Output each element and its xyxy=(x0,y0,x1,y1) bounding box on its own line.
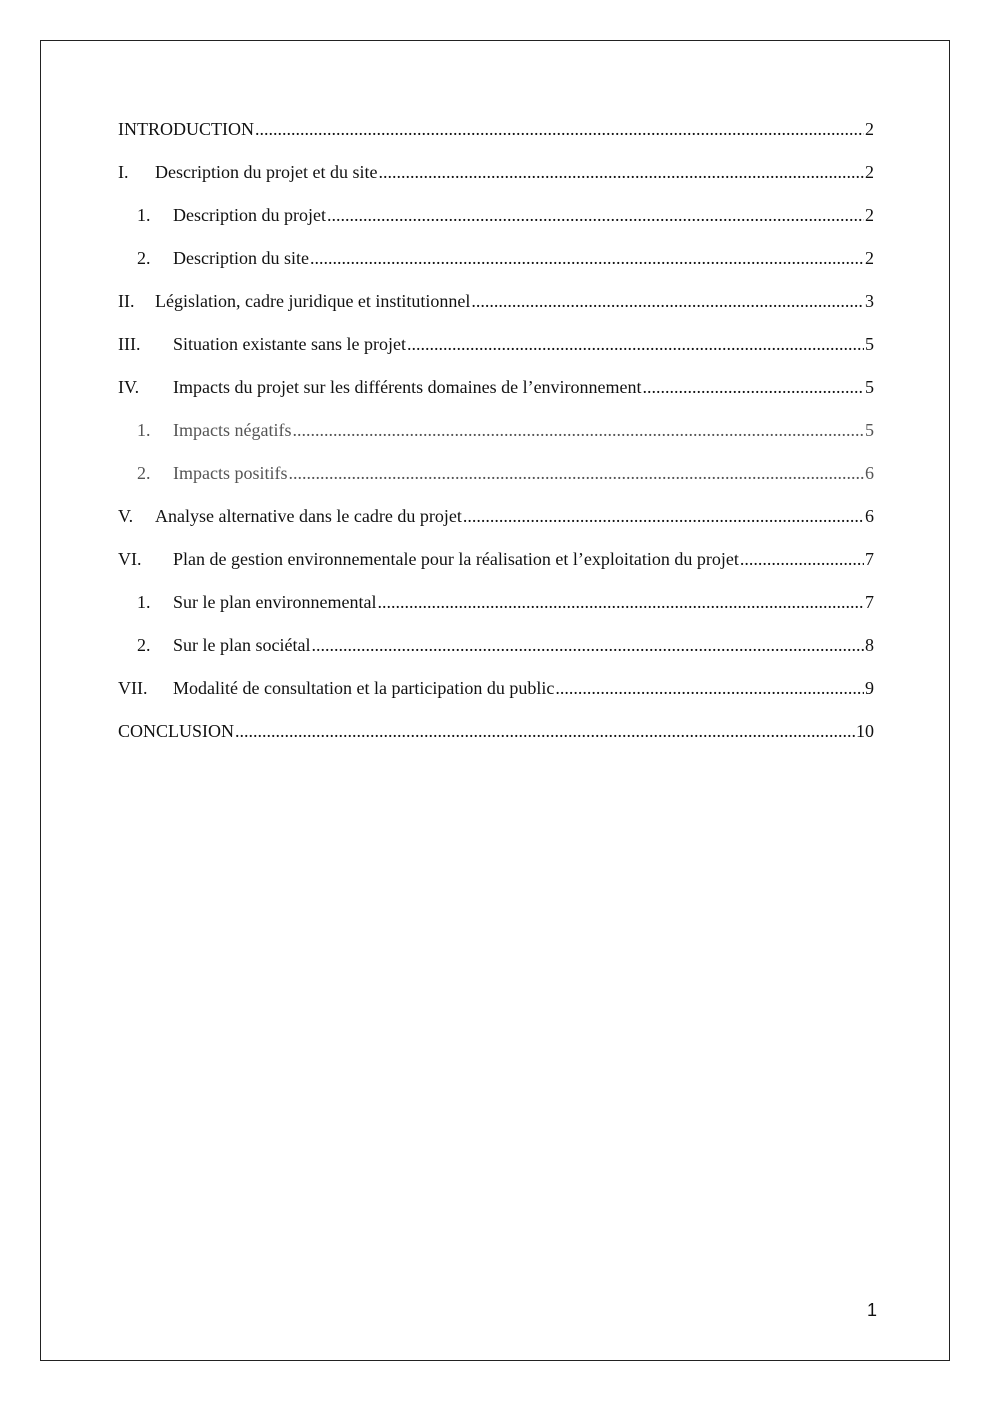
toc-entry-section-1-2[interactable] xyxy=(118,244,874,287)
toc-entry-introduction[interactable] xyxy=(118,115,874,158)
toc-entry-page: 9 xyxy=(865,678,874,698)
toc-entry-page: 10 xyxy=(856,721,874,741)
toc-entry-title: INTRODUCTION xyxy=(118,119,254,139)
toc-entry-page: 2 xyxy=(865,205,874,225)
toc-entry-number: VII. xyxy=(118,678,148,698)
toc-entry-section-4-1[interactable] xyxy=(118,416,874,459)
toc-entry-section-5[interactable] xyxy=(118,502,874,545)
toc-entry-number: 2. xyxy=(137,463,151,483)
toc-entry-number: 1. xyxy=(137,592,151,612)
toc-dot-leader xyxy=(555,674,864,702)
toc-dot-leader xyxy=(740,545,864,573)
toc-entry-title: Impacts du projet sur les différents domaines de l’environnement xyxy=(173,377,642,397)
toc-entry-page: 2 xyxy=(865,162,874,182)
toc-entry-section-4-2[interactable] xyxy=(118,459,874,502)
toc-entry-page: 7 xyxy=(865,592,874,612)
toc-dot-leader xyxy=(327,201,864,229)
toc-entry-number: II. xyxy=(118,291,135,311)
toc-entry-number: IV. xyxy=(118,377,140,397)
toc-dot-leader xyxy=(407,330,864,358)
toc-entry-number: V. xyxy=(118,506,134,526)
toc-entry-title: Impacts négatifs xyxy=(173,420,292,440)
toc-entry-page: 6 xyxy=(865,463,874,483)
toc-dot-leader xyxy=(643,373,864,401)
toc-entry-number: 1. xyxy=(137,420,151,440)
toc-entry-number: 2. xyxy=(137,248,151,268)
toc-dot-leader xyxy=(289,459,865,487)
toc-entry-title: Impacts positifs xyxy=(173,463,288,483)
toc-dot-leader xyxy=(255,115,864,143)
toc-entry-title: Modalité de consultation et la participation du public xyxy=(173,678,555,698)
toc-entry-number: I. xyxy=(118,162,129,182)
toc-entry-title: Sur le plan sociétal xyxy=(173,635,311,655)
toc-entry-section-1[interactable] xyxy=(118,158,874,201)
toc-entry-title: Analyse alternative dans le cadre du projet xyxy=(155,506,462,526)
toc-entry-title: Description du projet et du site xyxy=(155,162,378,182)
toc-dot-leader xyxy=(292,416,864,444)
toc-entry-page: 7 xyxy=(865,549,874,569)
table-of-contents xyxy=(118,115,874,760)
toc-entry-section-6[interactable] xyxy=(118,545,874,588)
toc-entry-title: Description du site xyxy=(173,248,309,268)
toc-dot-leader xyxy=(463,502,864,530)
toc-entry-title: Sur le plan environnemental xyxy=(173,592,377,612)
toc-entry-number: VI. xyxy=(118,549,142,569)
page-number: 1 xyxy=(866,1300,877,1320)
toc-entry-section-4[interactable] xyxy=(118,373,874,416)
toc-entry-number: 1. xyxy=(137,205,151,225)
toc-entry-page: 2 xyxy=(865,248,874,268)
toc-dot-leader xyxy=(378,158,864,186)
toc-dot-leader xyxy=(235,717,855,745)
toc-entry-title: Plan de gestion environnementale pour la réalisation et l’exploitation du projet xyxy=(173,549,739,569)
toc-dot-leader xyxy=(310,244,864,272)
toc-entry-title: Législation, cadre juridique et institutionnel xyxy=(155,291,471,311)
toc-entry-title: CONCLUSION xyxy=(118,721,235,741)
toc-entry-section-2[interactable] xyxy=(118,287,874,330)
toc-entry-page: 5 xyxy=(865,377,874,397)
toc-entry-section-6-2[interactable] xyxy=(118,631,874,674)
toc-entry-section-7[interactable] xyxy=(118,674,874,717)
toc-entry-section-6-1[interactable] xyxy=(118,588,874,631)
toc-entry-page: 3 xyxy=(865,291,874,311)
toc-entry-section-1-1[interactable] xyxy=(118,201,874,244)
toc-entry-title: Description du projet xyxy=(173,205,326,225)
toc-dot-leader xyxy=(311,631,864,659)
toc-entry-page: 6 xyxy=(865,506,874,526)
toc-entry-page: 2 xyxy=(865,119,874,139)
toc-entry-number: 2. xyxy=(137,635,151,655)
toc-entry-title: Situation existante sans le projet xyxy=(173,334,406,354)
toc-entry-page: 5 xyxy=(865,334,874,354)
toc-entry-page: 5 xyxy=(865,420,874,440)
toc-entry-number: III. xyxy=(118,334,141,354)
toc-entry-conclusion[interactable] xyxy=(118,717,874,760)
toc-entry-page: 8 xyxy=(865,635,874,655)
toc-dot-leader xyxy=(471,287,864,315)
toc-dot-leader xyxy=(377,588,864,616)
toc-entry-section-3[interactable] xyxy=(118,330,874,373)
